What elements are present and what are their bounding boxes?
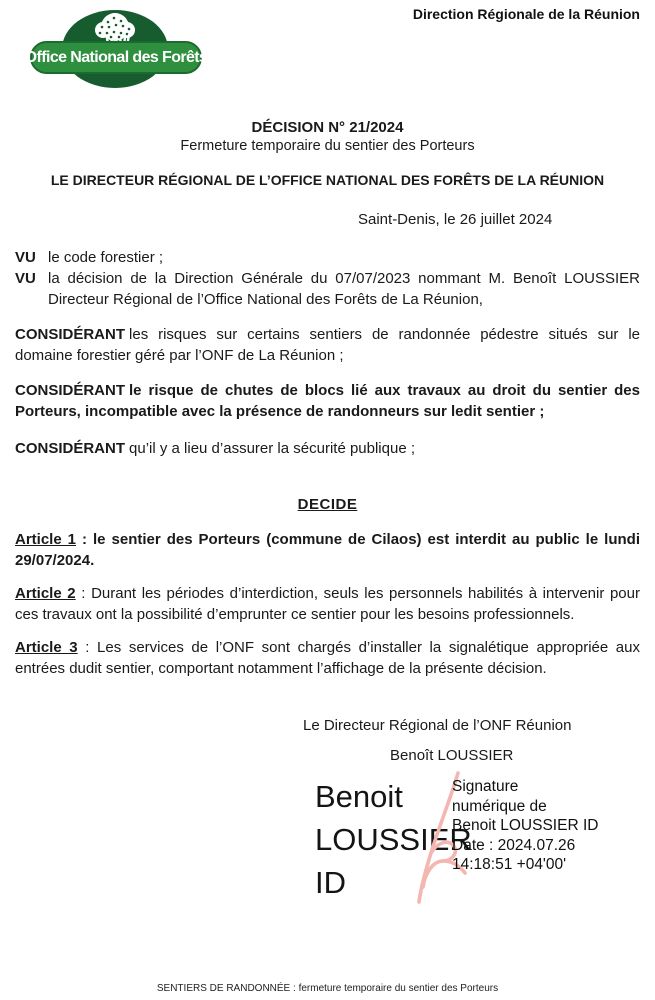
signature-detail-line: Date : 2024.07.26 [452, 836, 576, 854]
vu-label: VU [15, 249, 36, 266]
article-separator: : [75, 585, 92, 602]
article-paragraph [15, 583, 640, 625]
considerant-label: CONSIDÉRANT [15, 440, 126, 457]
considerant-paragraph [15, 380, 640, 422]
vu-text: le code forestier ; [48, 249, 164, 266]
signature-big-name-line: Benoit [315, 779, 403, 814]
signature-detail-line: numérique de [452, 797, 547, 815]
logo-org-name: Office National des Forêts [24, 48, 208, 66]
vu-text: la décision de la Direction Générale du 07/07/2023 nommant M. Benoît LOUSSIER Directeur Régional de l’Office National des Forêts de La Réunion, [48, 270, 640, 308]
vu-label: VU [15, 270, 36, 287]
considerant-text: le risque de chutes de blocs lié aux travaux au droit du sentier des Porteurs, incompatible avec la présence de randonneurs sur ledit sentier ; [15, 382, 640, 420]
article-label: Article 3 [15, 639, 78, 656]
signature-detail-line: Signature [452, 778, 519, 795]
article-separator: : [77, 639, 98, 656]
regional-direction-label: Direction Régionale de la Réunion [412, 6, 640, 22]
article-paragraph [15, 637, 640, 679]
considerant-paragraph [15, 324, 640, 366]
considerant-label: CONSIDÉRANT [15, 326, 126, 343]
document-body [15, 113, 640, 910]
signature-detail-line: 14:18:51 +04'00' [452, 856, 567, 873]
article-label: Article 1 [15, 531, 77, 548]
logo-banner [24, 41, 208, 74]
signature-detail-line: Benoit LOUSSIER ID [452, 817, 599, 834]
page-footer: SENTIERS DE RANDONNÉE : fermeture temporaire du sentier des Porteurs [156, 983, 499, 994]
signatory-name: Benoît LOUSSIER [390, 747, 514, 764]
signatory-role: Le Directeur Régional de l’ONF Réunion [303, 717, 572, 734]
considerant-label: CONSIDÉRANT [15, 382, 126, 399]
considerant-paragraph [15, 438, 640, 459]
vu-item [15, 268, 640, 310]
article-text: le sentier des Porteurs (commune de Cilaos) est interdit au public le lundi 29/07/2024. [15, 531, 640, 569]
place-date-line: Saint-Denis, le 26 juillet 2024 [358, 211, 553, 228]
signature-details [452, 777, 598, 875]
signature-big-name-line: LOUSSIER [315, 822, 472, 857]
vu-item [15, 247, 640, 268]
article-text: Durant les périodes d’interdiction, seuls les personnels habilités à intervenir pour ces travaux ont la possibilité d’emprunter ce sentier pour les besoins professionnels. [15, 585, 640, 623]
decide-heading: DECIDE [297, 496, 358, 513]
considerant-text: qu’il y a lieu d’assurer la sécurité publique ; [129, 440, 416, 457]
decision-subtitle: Fermeture temporaire du sentier des Porteurs [180, 138, 475, 154]
article-paragraph [15, 529, 640, 571]
onf-logo [24, 8, 208, 93]
signature-big-name-line: ID [315, 865, 346, 900]
digital-signature-block [15, 775, 640, 910]
decision-number-title: DÉCISION N° 21/2024 [251, 119, 404, 136]
article-separator: : [76, 531, 94, 548]
article-text: Les services de l’ONF sont chargés d’installer la signalétique appropriée aux entrées dudit sentier, comportant notamment l’affichage de la présente décision. [15, 639, 640, 677]
issuer-heading: LE DIRECTEUR RÉGIONAL DE L’OFFICE NATIONAL DES FORÊTS DE LA RÉUNION [50, 172, 605, 188]
considerant-text: les risques sur certains sentiers de randonnée pédestre situés sur le domaine forestier géré par l’ONF de La Réunion ; [15, 326, 640, 364]
article-label: Article 2 [15, 585, 76, 602]
